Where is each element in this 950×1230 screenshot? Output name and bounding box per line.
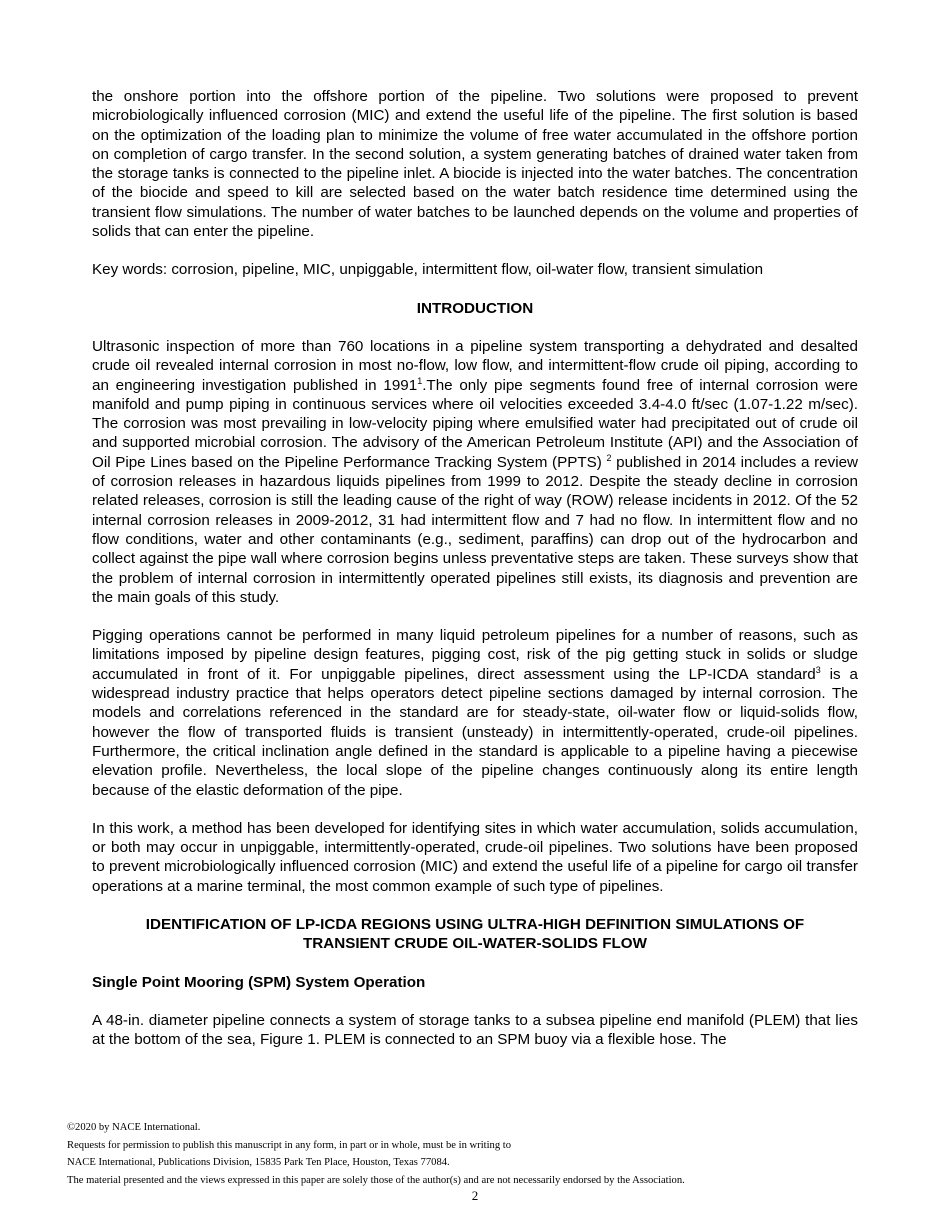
footer-disclaimer: The material presented and the views expressed in this paper are solely those of the author(s) and are not necessarily endorsed by the Association. <box>67 1174 685 1186</box>
section-heading-line-2: TRANSIENT CRUDE OIL-WATER-SOLIDS FLOW <box>303 935 647 953</box>
intro-p1-text-a: Ultrasonic inspection of more than 760 locations in a pipeline system transporting a dehydrated and desalted crude oil revealed internal corrosion in most no-flow, low flow, and intermittent-flow crude oil piping, according to an engineering investigation published in 1991 <box>92 337 858 394</box>
footer-copyright: ©2020 by NACE International. <box>67 1122 201 1133</box>
intro-p2-text-b: is a widespread industry practice that helps operators detect pipeline sections damaged by internal corrosion. The models and correlations referenced in the standard are for steady-state, oil-water flow or liquid-solids flow, however the flow of transported fluids is transient (unsteady) in intermittently-operated, crude-oil pipelines. Furthermore, the critical inclination angle defined in the standard is applicable to a pipeline having a piecewise elevation profile. Nevertheless, the local slope of the pipeline changes continuously along its entire length because of the elastic deformation of the pipe. <box>92 665 859 799</box>
intro-p1-text-c: published in 2014 includes a review of corrosion releases in hazardous liquids pipelines from 1999 to 2012. Despite the steady decline in corrosion related releases, corrosion is still the leading cause of the right of way (ROW) release incidents in 2012. Of the 52 internal corrosion releases in 2009-2012, 31 had intermittent flow and 7 had no flow. In intermittent flow and no flow conditions, water and other contaminants (e.g., sediment, paraffins) can drop out of the hydrocarbon and collect against the pipe wall where corrosion begins unless preventative steps are taken. These surveys show that the problem of internal corrosion in intermittently operated pipelines still exists, its diagnosis and prevention are the main goals of this study. <box>92 453 858 606</box>
page-number: 2 <box>471 1188 479 1203</box>
introduction-heading: INTRODUCTION <box>416 299 534 317</box>
page-body <box>92 87 858 1068</box>
footer-permission-line-2: NACE International, Publications Division, 15835 Park Ten Place, Houston, Texas 77084. <box>67 1157 450 1168</box>
reference-1: 1 <box>417 375 423 386</box>
reference-2: 2 <box>606 452 612 463</box>
intro-p2-text-a: Pigging operations cannot be performed in many liquid petroleum pipelines for a number of reasons, such as limitations imposed by pipeline design features, pigging cost, risk of the pig getting stuck in solids or sludge accumulated in front of it. For unpiggable pipelines, direct assessment using the LP-ICDA standard <box>92 627 858 683</box>
subsection-heading: Single Point Mooring (SPM) System Operation <box>92 973 426 991</box>
footer-permission-line-1: Requests for permission to publish this manuscript in any form, in part or in whole, must be in writing to <box>67 1139 512 1151</box>
keywords: Key words: corrosion, pipeline, MIC, unpiggable, intermittent flow, oil-water flow, transient simulation <box>92 261 764 279</box>
abstract-continuation: the onshore portion into the offshore portion of the pipeline. Two solutions were proposed to prevent microbiologically influenced corrosion (MIC) and extend the useful life of the pipeline. The first solution is based on the optimization of the loading plan to minimize the volume of free water accumulated in the offshore portion on completion of cargo transfer. In the second solution, a system generating batches of drained water taken from the storage tanks is connected to the pipeline inlet. A biocide is injected into the water batches. The concentration of the biocide and speed to kill are selected based on the water batch residence time determined using the transient flow simulations. The number of water batches to be launched depends on the volume and properties of solids that can enter the pipeline. <box>92 88 858 241</box>
introduction-paragraph-2 <box>92 626 858 800</box>
spm-paragraph: A 48-in. diameter pipeline connects a system of storage tanks to a subsea pipeline end manifold (PLEM) that lies at the bottom of the sea, Figure 1. PLEM is connected to an SPM buoy via a flexible hose. The <box>92 1011 858 1049</box>
reference-3: 3 <box>815 664 821 675</box>
footer-notice <box>67 1119 685 1189</box>
introduction-paragraph-3: In this work, a method has been developed for identifying sites in which water accumulation, solids accumulation, or both may occur in unpiggable, intermittently-operated, crude-oil pipelines. Two solutions have been proposed to prevent microbiologically influenced corrosion (MIC) and extend the useful life of a pipeline for cargo oil transfer operations at a marine terminal, the most common example of such type of pipelines. <box>92 819 858 895</box>
section-heading-line-1: IDENTIFICATION OF LP-ICDA REGIONS USING ULTRA-HIGH DEFINITION SIMULATIONS OF <box>145 915 805 933</box>
introduction-paragraph-1 <box>92 337 858 607</box>
intro-p1-text-b: .The only pipe segments found free of internal corrosion were manifold and pump piping in continuous services where oil velocities exceeded 3.4-4.0 ft/sec (1.07-1.22 m/sec). The corrosion was most prevailing in low-velocity piping where emulsified water had precipitated out of crude oil and supported microbial corrosion. The advisory of the American Petroleum Institute (API) and the Association of Oil Pipe Lines based on the Pipeline Performance Tracking System (PPTS) <box>92 376 858 471</box>
section-heading <box>92 915 858 954</box>
